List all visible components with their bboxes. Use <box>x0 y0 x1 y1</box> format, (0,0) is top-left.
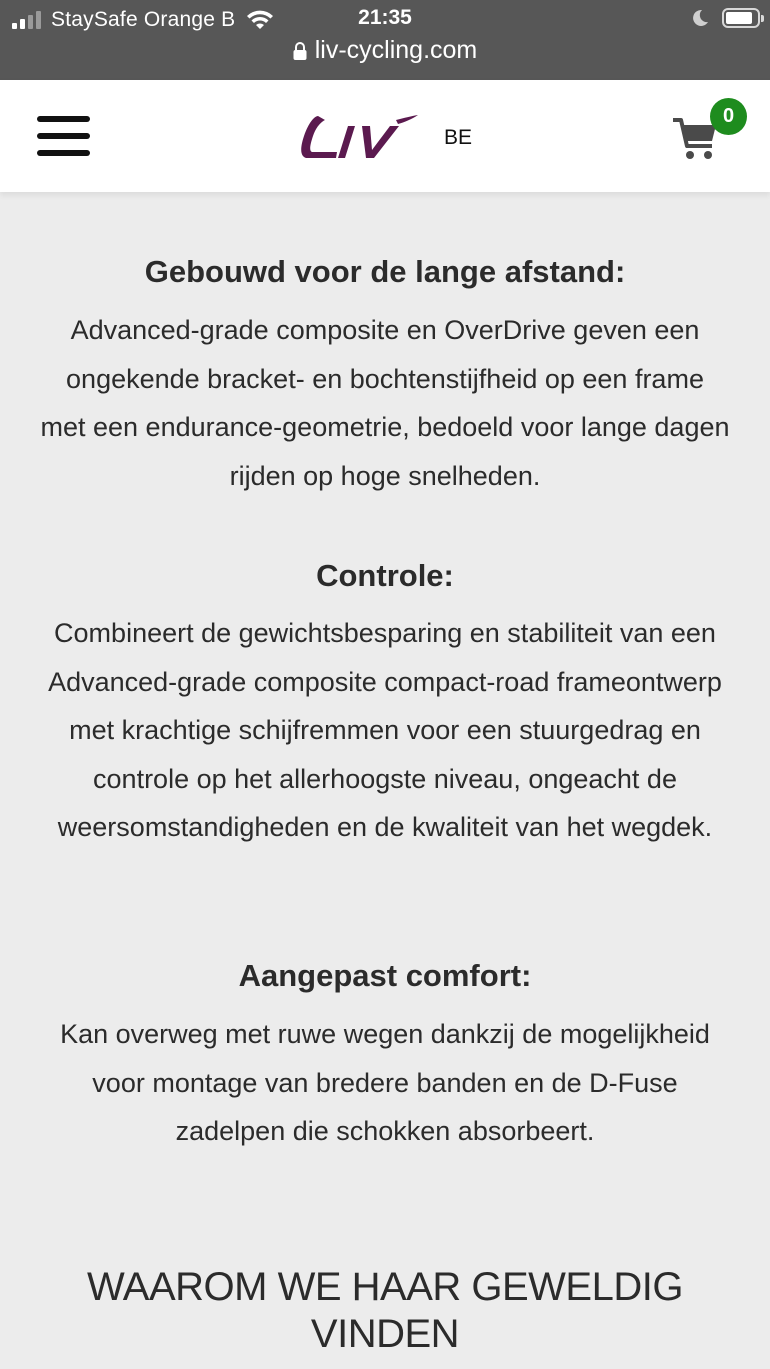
address-bar[interactable] <box>0 36 770 65</box>
section-heading <box>0 1264 770 1358</box>
feature-text: Combineert de gewichtsbesparing en stabiliteit van een Advanced-grade composite compact-road frameontwerp met krachtige schijfremmen voor een stuurgedrag en controle op het allerhoogste niveau, ongeacht de weersomstandigheden en de kwaliteit van het wegdek. <box>48 618 722 842</box>
section-heading-line2: VINDEN <box>310 1312 460 1356</box>
region-label[interactable]: BE <box>444 126 473 149</box>
feature-title: Aangepast comfort: <box>238 958 532 993</box>
url-text[interactable]: liv-cycling.com <box>314 36 478 64</box>
lock-icon <box>293 42 307 60</box>
carrier-name: StaySafe Orange B <box>51 8 236 31</box>
feature-control <box>0 558 770 852</box>
do-not-disturb-moon-icon <box>690 8 710 28</box>
site-header <box>0 80 770 192</box>
cart-button[interactable] <box>672 106 752 166</box>
status-icons <box>690 8 760 28</box>
liv-logo[interactable] <box>296 110 420 164</box>
feature-text: Advanced-grade composite en OverDrive geven een ongekende bracket- en bochtenstijfheid op een frame met een endurance-geometrie, bedoeld voor lange dagen rijden op hoge snelheden. <box>40 315 730 491</box>
section-heading-line1: WAAROM WE HAAR GEWELDIG <box>87 1265 683 1309</box>
cart-count-badge: 0 <box>710 98 747 135</box>
battery-icon <box>722 8 760 28</box>
clock: 21:35 <box>358 6 412 29</box>
feature-long-distance <box>0 254 770 500</box>
feature-comfort <box>0 958 770 1156</box>
feature-text: Kan overweg met ruwe wegen dankzij de mogelijkheid voor montage van bredere banden en de D-Fuse zadelpen die schokken absorbeert. <box>60 1019 710 1146</box>
feature-title: Controle: <box>316 558 454 593</box>
menu-hamburger-icon[interactable] <box>37 116 90 160</box>
feature-title: Gebouwd voor de lange afstand: <box>144 254 626 289</box>
status-bar <box>0 0 770 80</box>
